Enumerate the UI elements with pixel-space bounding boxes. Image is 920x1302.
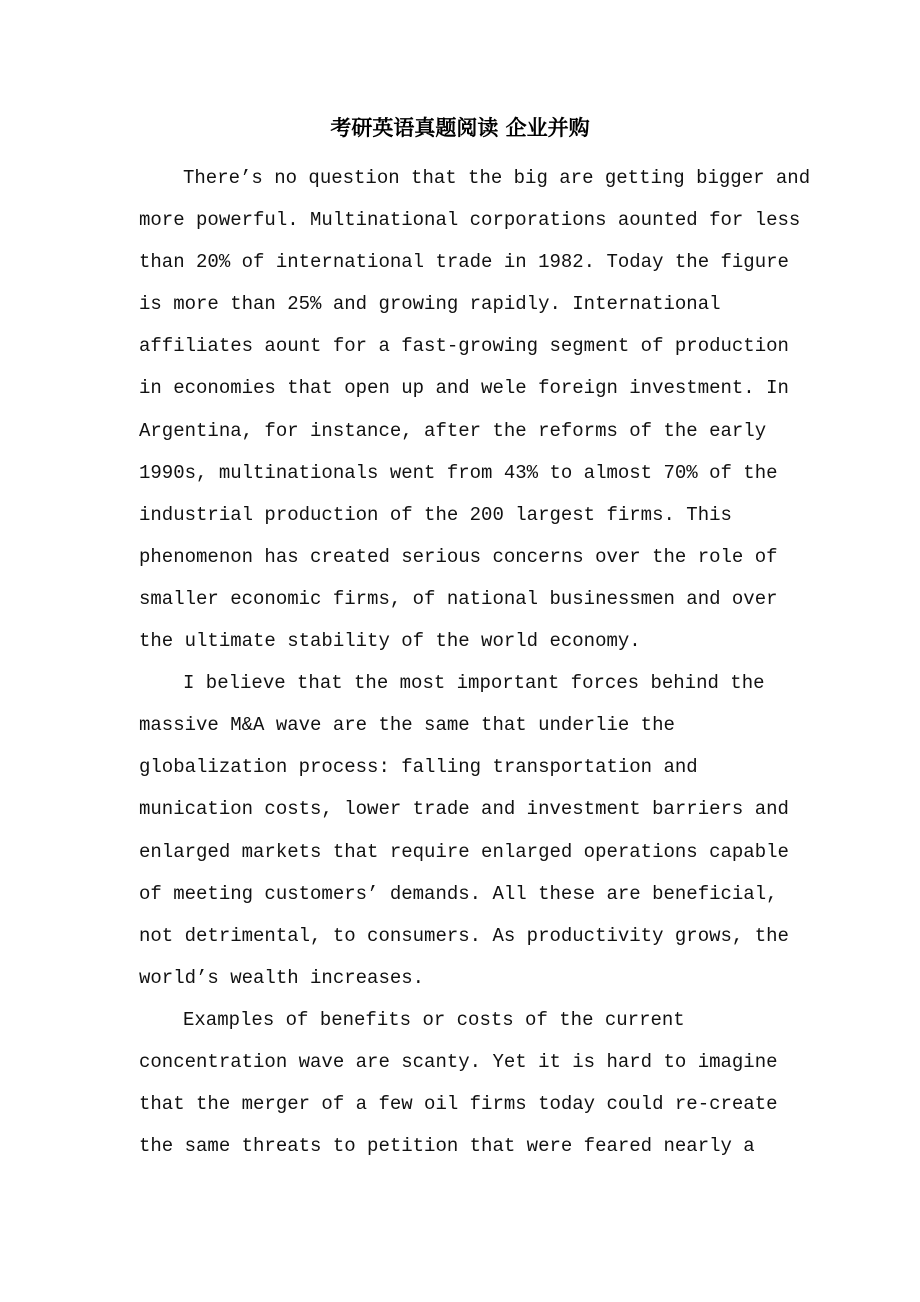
- text-line: more powerful. Multinational corporations aounted for less: [139, 209, 801, 232]
- text-line: the ultimate stability of the world economy.: [139, 630, 641, 653]
- text-line: 1990s, multinationals went from 43% to almost 70% of the: [139, 461, 778, 484]
- text-line: I believe that the most important forces behind the: [183, 672, 765, 695]
- text-line: the same threats to petition that were feared nearly a: [139, 1135, 755, 1158]
- text-line: that the merger of a few oil firms today could re-create: [139, 1093, 778, 1116]
- text-line: Examples of benefits or costs of the current: [183, 1008, 685, 1031]
- text-line: world’s wealth increases.: [139, 966, 425, 989]
- text-line: phenomenon has created serious concerns over the role of: [139, 545, 778, 568]
- text-line: not detrimental, to consumers. As productivity grows, the: [139, 924, 789, 947]
- text-line: globalization process: falling transportation and: [139, 756, 698, 779]
- text-line: of meeting customers’ demands. All these are beneficial,: [139, 882, 778, 905]
- document-title: 考研英语真题阅读 企业并购: [330, 115, 590, 140]
- text-line: massive M&A wave are the same that underlie the: [139, 714, 675, 737]
- document-body: [139, 157, 811, 1167]
- text-line: in economies that open up and wele foreign investment. In: [139, 377, 789, 400]
- paragraph-2: [139, 662, 799, 999]
- text-line: affiliates aount for a fast-growing segment of production: [139, 335, 789, 358]
- text-line: concentration wave are scanty. Yet it is hard to imagine: [139, 1050, 778, 1073]
- paragraph-3: [139, 999, 799, 1167]
- text-line: is more than 25% and growing rapidly. International: [139, 293, 721, 316]
- text-line: There’s no question that the big are getting bigger and: [183, 167, 811, 189]
- text-line: than 20% of international trade in 1982. Today the figure: [139, 251, 789, 274]
- text-line: enlarged markets that require enlarged operations capable: [139, 840, 789, 863]
- text-line: munication costs, lower trade and investment barriers and: [139, 798, 789, 821]
- text-line: industrial production of the 200 largest firms. This: [139, 503, 732, 526]
- paragraph-1: [139, 157, 811, 662]
- text-line: smaller economic firms, of national businessmen and over: [139, 587, 778, 610]
- text-line: Argentina, for instance, after the reforms of the early: [139, 419, 767, 442]
